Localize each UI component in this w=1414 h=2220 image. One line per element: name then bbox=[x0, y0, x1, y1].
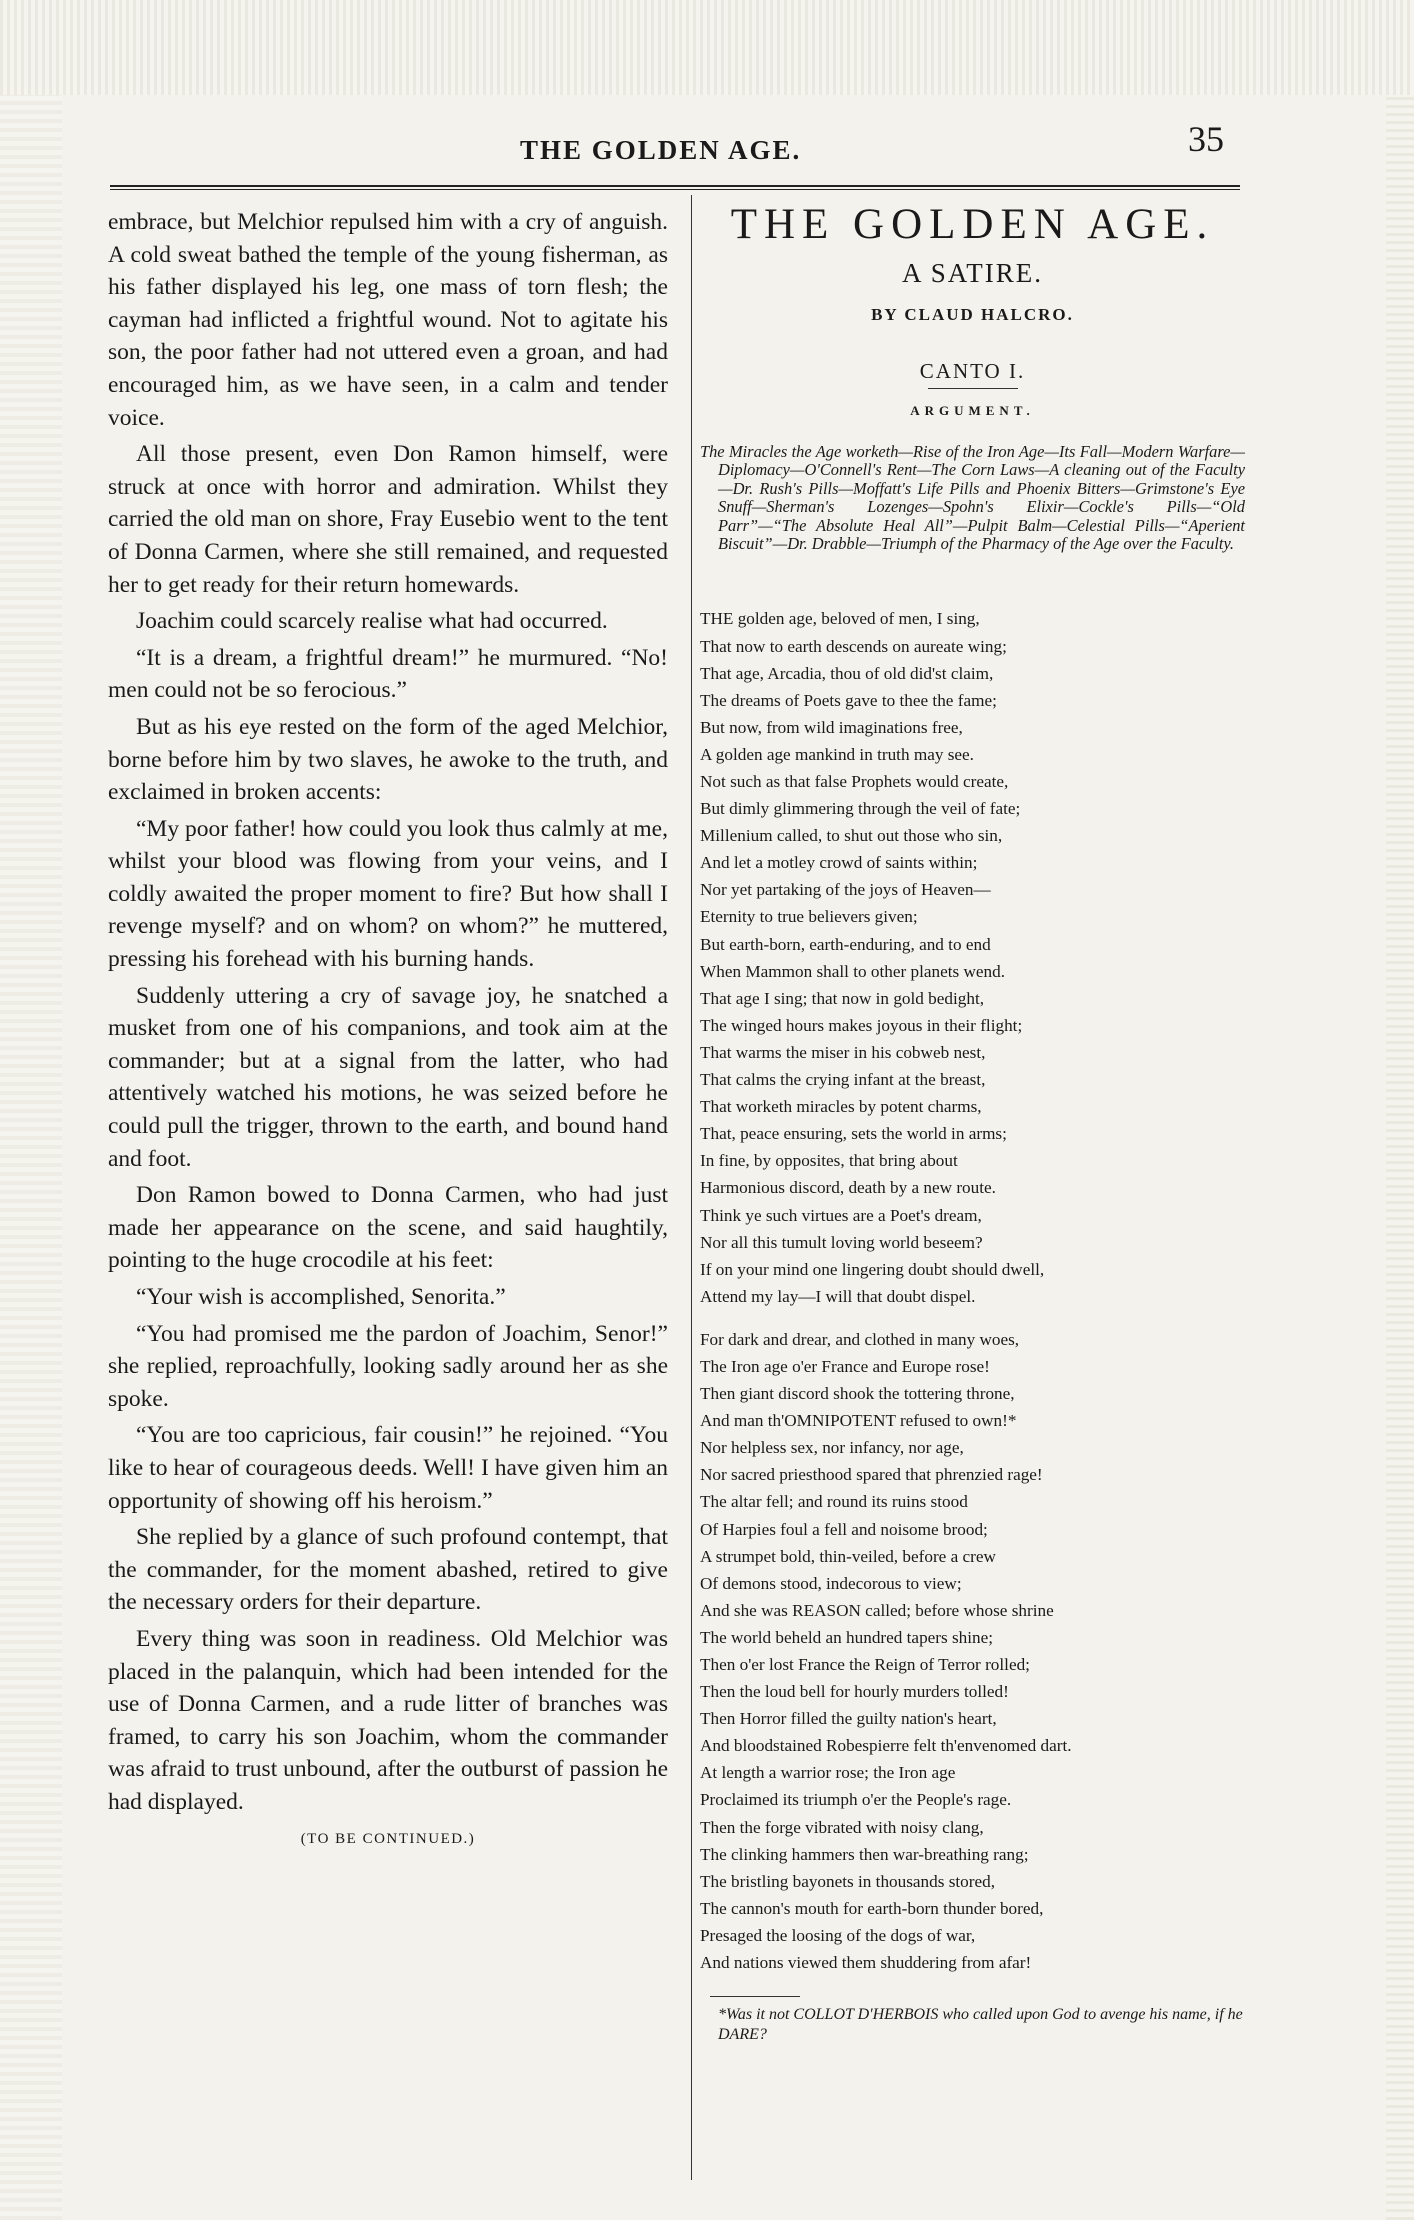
verse-line: Nor helpless sex, nor infancy, nor age, bbox=[700, 1438, 964, 1458]
paragraph: Joachim could scarcely realise what had occurred. bbox=[136, 608, 608, 635]
verse-line: But now, from wild imaginations free, bbox=[700, 717, 963, 737]
verse-line: But earth-born, earth-enduring, and to end bbox=[700, 934, 991, 954]
scan-noise-right bbox=[1386, 95, 1414, 2220]
verse-line: The Iron age o'er France and Europe rose! bbox=[700, 1356, 990, 1376]
verse-line: Proclaimed its triumph o'er the People's rage. bbox=[700, 1790, 1012, 1810]
poem-author: BY CLAUD HALCRO. bbox=[871, 305, 1074, 324]
verse-line: And man th'OMNIPOTENT refused to own!* bbox=[700, 1411, 1017, 1431]
page-number: 35 bbox=[1188, 119, 1224, 159]
verse-line: Then the loud bell for hourly murders tolled! bbox=[700, 1682, 1009, 1702]
verse-line: The winged hours makes joyous in their flight; bbox=[700, 1015, 1023, 1035]
column-rule bbox=[691, 195, 692, 2180]
verse-line: A strumpet bold, thin-veiled, before a crew bbox=[700, 1546, 996, 1566]
paragraph: Every thing was soon in readiness. Old Melchior was placed in the palanquin, which had been intended for the use of Donna Carmen, and a rude litter of branches was framed, to carry his son Joachim, whom the commander was afraid to trust unbound, after the outburst of passion he had displayed. bbox=[108, 1625, 668, 1815]
verse-line: Then Horror filled the guilty nation's heart, bbox=[700, 1709, 997, 1729]
verse-line: In fine, by opposites, that bring about bbox=[700, 1151, 958, 1171]
to-be-continued: (TO BE CONTINUED.) bbox=[300, 1830, 476, 1847]
header-rule bbox=[110, 185, 1240, 190]
verse-line: That age I sing; that now in gold bedight, bbox=[700, 988, 985, 1008]
verse-stanza-1 bbox=[700, 605, 1245, 1309]
verse-line: And she was REASON called; before whose shrine bbox=[700, 1600, 1054, 1620]
paragraph: “You are too capricious, fair cousin!” he rejoined. “You like to hear of courageous deeds. Well! I have given him an opportunity of showing off his heroism.” bbox=[108, 1422, 668, 1514]
verse-line: Nor all this tumult loving world beseem? bbox=[700, 1232, 983, 1252]
paragraph: “It is a dream, a frightful dream!” he murmured. “No! men could not be so ferocious.” bbox=[108, 644, 668, 704]
paragraph: “My poor father! how could you look thus calmly at me, whilst your blood was flowing from your veins, and I coldly awaited the proper moment to fire? But how shall I revenge myself? and on whom? on whom?” he muttered, pressing his forehead with his burning hands. bbox=[108, 815, 668, 973]
paragraph: Don Ramon bowed to Donna Carmen, who had just made her appearance on the scene, and said haughtily, pointing to the huge crocodile at his feet: bbox=[108, 1182, 668, 1274]
left-column bbox=[108, 206, 668, 1855]
footnote: *Was it not COLLOT D'HERBOIS who called upon God to avenge his name, if he DARE? bbox=[718, 2006, 1243, 2044]
verse-line: And let a motley crowd of saints within; bbox=[700, 853, 978, 873]
verse-line: That calms the crying infant at the breast, bbox=[700, 1070, 986, 1090]
verse-line: The bristling bayonets in thousands stored, bbox=[700, 1871, 996, 1891]
verse-line: When Mammon shall to other planets wend. bbox=[700, 961, 1006, 981]
verse-line: Nor sacred priesthood spared that phrenzied rage! bbox=[700, 1465, 1043, 1485]
verse-line: For dark and drear, and clothed in many woes, bbox=[700, 1329, 1020, 1349]
verse-line: Millenium called, to shut out those who sin, bbox=[700, 826, 1003, 846]
verse-line: The dreams of Poets gave to thee the fame; bbox=[700, 690, 997, 710]
verse-line: The world beheld an hundred tapers shine; bbox=[700, 1627, 994, 1647]
paragraph: “Your wish is accomplished, Senorita.” bbox=[136, 1284, 506, 1310]
verse-line: Of demons stood, indecorous to view; bbox=[700, 1573, 962, 1593]
verse-line: Nor yet partaking of the joys of Heaven— bbox=[700, 880, 991, 900]
footnote-rule bbox=[710, 1996, 800, 1997]
verse-line: Then the forge vibrated with noisy clang, bbox=[700, 1817, 984, 1837]
verse-line: The altar fell; and round its ruins stood bbox=[700, 1492, 968, 1512]
canto-rule bbox=[928, 388, 1018, 389]
paragraph: But as his eye rested on the form of the aged Melchior, borne before him by two slaves, he awoke to the truth, and exclaimed in broken accents: bbox=[108, 713, 668, 806]
verse-line: THE golden age, beloved of men, I sing, bbox=[700, 609, 980, 629]
verse-line: Harmonious discord, death by a new route. bbox=[700, 1178, 996, 1198]
right-column bbox=[700, 200, 1245, 2045]
running-head: THE GOLDEN AGE. bbox=[520, 135, 802, 165]
verse-stanza-2 bbox=[700, 1326, 1245, 1976]
verse-line: The cannon's mouth for earth-born thunder bored, bbox=[700, 1898, 1044, 1918]
paragraph: embrace, but Melchior repulsed him with a cry of anguish. A cold sweat bathed the temple of the young fisherman, as his father displayed his leg, one mass of torn flesh; the cayman had inflicted a frightful wound. Not to agitate his son, the poor father had not uttered even a groan, and had encouraged him, as we have seen, in a calm and tender voice. bbox=[108, 209, 668, 431]
verse-line: Presaged the loosing of the dogs of war, bbox=[700, 1925, 976, 1945]
canto-heading: CANTO I. bbox=[919, 359, 1026, 383]
argument-label: ARGUMENT. bbox=[910, 403, 1035, 418]
verse-line: That age, Arcadia, thou of old did'st claim, bbox=[700, 663, 994, 683]
paragraph: All those present, even Don Ramon himself, were struck at once with horror and admiration. Whilst they carried the old man on shore, Fray Eusebio went to the tent of Donna Carmen, where she still remained, and requested her to get ready for their return homewards. bbox=[108, 441, 668, 598]
poem-subtitle: A SATIRE. bbox=[901, 258, 1044, 288]
verse-line: That worketh miracles by potent charms, bbox=[700, 1097, 982, 1117]
verse-line: Think ye such virtues are a Poet's dream, bbox=[700, 1205, 982, 1225]
verse-line: Of Harpies foul a fell and noisome brood; bbox=[700, 1519, 988, 1539]
verse-line: That now to earth descends on aureate wing; bbox=[700, 636, 1007, 656]
argument-text: The Miracles the Age worketh—Rise of the Iron Age—Its Fall—Modern Warfare—Diplomacy—O'Connell's Rent—The Corn Laws—A cleaning out of the Faculty—Dr. Rush's Pills—Moffatt's Life Pills and Phoenix Bitters—Grimstone's Eye Snuff—Sherman's Lozenges—Spohn's Elixir—Cockle's Pills—“Old Parr”—“The Absolute Heal All”—Pulpit Balm—Celestial Pills—“Aperient Biscuit”—Dr. Drabble—Triumph of the Pharmacy of the Age over the Faculty. bbox=[700, 442, 1245, 554]
verse-line: The clinking hammers then war-breathing rang; bbox=[700, 1844, 1029, 1864]
verse-line: And bloodstained Robespierre felt th'envenomed dart. bbox=[700, 1736, 1072, 1756]
verse-line: Attend my lay—I will that doubt dispel. bbox=[700, 1286, 976, 1306]
verse-line: Then giant discord shook the tottering throne, bbox=[700, 1384, 1015, 1404]
verse-line: Then o'er lost France the Reign of Terror rolled; bbox=[700, 1655, 1030, 1674]
verse-line: That, peace ensuring, sets the world in arms; bbox=[700, 1124, 1007, 1144]
verse-line: And nations viewed them shuddering from afar! bbox=[700, 1953, 1032, 1973]
verse-line: A golden age mankind in truth may see. bbox=[700, 744, 974, 764]
scan-noise-top bbox=[0, 0, 1414, 95]
paragraph: Suddenly uttering a cry of savage joy, he snatched a musket from one of his companions, and took aim at the commander; but at a signal from the latter, who had attentively watched his motions, he was seized before he could pull the trigger, thrown to the earth, and bound hand and foot. bbox=[108, 982, 668, 1172]
verse-line: But dimly glimmering through the veil of fate; bbox=[700, 799, 1021, 819]
verse-line: Eternity to true believers given; bbox=[700, 907, 918, 927]
paragraph: She replied by a glance of such profound contempt, that the commander, for the moment abashed, retired to give the necessary orders for their departure. bbox=[108, 1524, 668, 1616]
verse-line: If on your mind one lingering doubt should dwell, bbox=[700, 1259, 1045, 1279]
verse-line: That warms the miser in his cobweb nest, bbox=[700, 1042, 986, 1062]
scan-noise-left bbox=[0, 95, 62, 2220]
paragraph: “You had promised me the pardon of Joachim, Senor!” she replied, reproachfully, looking sadly around her as she spoke. bbox=[108, 1320, 668, 1412]
poem-title: THE GOLDEN AGE. bbox=[730, 201, 1215, 248]
verse-line: At length a warrior rose; the Iron age bbox=[700, 1763, 956, 1783]
verse-line: Not such as that false Prophets would create, bbox=[700, 772, 1009, 791]
